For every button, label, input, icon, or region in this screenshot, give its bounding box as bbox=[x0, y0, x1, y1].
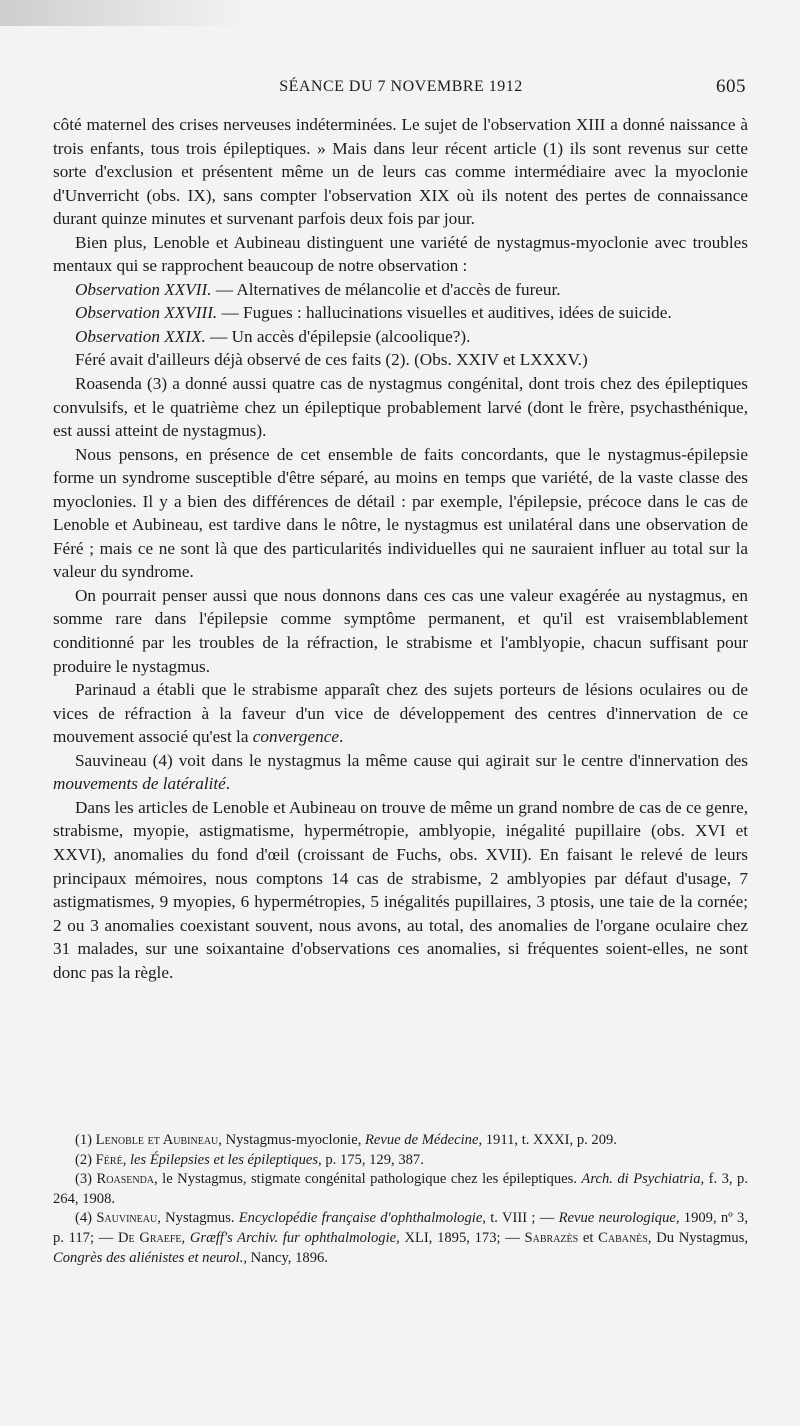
observation-label: Observation XXVIII. bbox=[75, 303, 218, 323]
paragraph: On pourrait penser aussi que nous donnons dans ces cas une valeur exagérée au nystagmus, en somme rare dans l'épilepsie comme symptôme permanent, et qu'il est vraisemblablement conditionné par les troubles de la réfraction, le strabisme et l'amblyopie, chacun suffisant pour produire le nystagmus. bbox=[53, 585, 748, 676]
running-header bbox=[56, 74, 746, 104]
observation-label: Observation XXVII. bbox=[75, 279, 212, 299]
body-text bbox=[53, 113, 748, 984]
paragraph: Féré avait d'ailleurs déjà observé de ces faits (2). (Obs. XXIV et LXXXV.) bbox=[75, 350, 588, 370]
page-number: 605 bbox=[716, 76, 746, 97]
observation-label: Observation XXIX. bbox=[75, 326, 206, 346]
paragraph: Dans les articles de Lenoble et Aubineau on trouve de même un grand nombre de cas de ce genre, strabisme, myopie, astigmatisme, hypermétropie, amblyopie, inégalité pupillaire (obs. XVI et XXVI), anomalies du fond d'œil (croissant de Fuchs, obs. XVII). En faisant le relevé de leurs principaux mémoires, nous comptons 14 cas de strabisme, 2 amblyopies par défaut d'usage, 7 astigmatismes, 9 myopies, 6 hypermétropies, 5 inégalités pupillaires, 3 ptosis, une taie de la cornée; 2 ou 3 anomalies coexistant souvent, nous avons, au total, des anomalies de l'organe oculaire chez 31 malades, sur une soixantaine d'observations ces anomalies, si fréquentes soient-elles, ne sont donc pas la règle. bbox=[53, 797, 748, 982]
footnotes bbox=[53, 1131, 748, 1268]
paragraph: Nous pensons, en présence de cet ensemble de faits concordants, que le nystagmus-épilepsie forme un syndrome susceptible d'être séparé, au moins en temps que variété, de la vaste classe des myoclonies. Il y a bien des différences de détail : par exemple, l'épilepsie, précoce dans le cas de Lenoble et Aubineau, est tardive dans le nôtre, le nystagmus est unilatéral dans une observation de Féré ; mais ce ne sont là que des particularités individuelles qui ne sauraient influer au total sur la valeur du syndrome. bbox=[53, 444, 748, 582]
footnote-2: (2) Féré, les Épilepsies et les épileptiques, p. 175, 129, 387. bbox=[75, 1151, 424, 1168]
paragraph: Sauvineau (4) voit dans le nystagmus la même cause qui agirait sur le centre d'innervation des mouvements de latéralité. bbox=[53, 750, 748, 794]
footnote-1: (1) Lenoble et Aubineau, Nystagmus-myoclonie, Revue de Médecine, 1911, t. XXXI, p. 209. bbox=[75, 1132, 617, 1148]
paragraph: Roasenda (3) a donné aussi quatre cas de nystagmus congénital, dont trois chez des épileptiques convulsifs, et le quatrième chez un épileptique probablement larvé (dont le frère, psychasthénique, est aussi atteint de nystagmus). bbox=[53, 374, 748, 441]
observation-item: Observation XXVIII. — Fugues : hallucinations visuelles et auditives, idées de suicide. bbox=[75, 303, 672, 323]
footnote-3: (3) Roasenda, le Nystagmus, stigmate congénital pathologique chez les épileptiques. Arch. di Psychiatria, f. 3, p. 264, 1908. bbox=[53, 1171, 748, 1207]
observation-item: Observation XXIX. — Un accès d'épilepsie (alcoolique?). bbox=[75, 326, 471, 346]
observation-item: Observation XXVII. — Alternatives de mélancolie et d'accès de fureur. bbox=[75, 279, 561, 299]
paragraph: Parinaud a établi que le strabisme apparaît chez des sujets porteurs de lésions oculaires ou de vices de réfraction à la faveur d'un vice de développement des centres d'innervation de ce mouvement associé qu'est la convergence. bbox=[53, 680, 748, 747]
footnote-4: (4) Sauvineau, Nystagmus. Encyclopédie française d'ophthalmologie, t. VIII ; — Revue neurologique, 1909, nº 3, p. 117; — De Graefe, Græff's Archiv. fur ophthalmologie, XLI, 1895, 173; — Sabrazès et Cabanès, Du Nystagmus, Congrès des aliénistes et neurol., Nancy, 1896. bbox=[53, 1210, 749, 1266]
emphasis: mouvements de latéralité bbox=[53, 774, 226, 794]
scan-smudge bbox=[0, 0, 240, 26]
emphasis: convergence bbox=[252, 727, 339, 747]
header-title: SÉANCE DU 7 NOVEMBRE 1912 bbox=[279, 78, 523, 95]
paragraph: côté maternel des crises nerveuses indéterminées. Le sujet de l'observation XIII a donné naissance à trois enfants, tous trois épileptiques. » Mais dans leur récent article (1) ils sont revenus sur cette sorte d'exclusion et présentent même un de leurs cas comme intermédiaire avec la myoclonie d'Unverricht (obs. IX), sans compter l'observation XIX où ils notent des pertes de connaissance durant quinze minutes et survenant parfois deux fois par jour. bbox=[53, 115, 748, 229]
paragraph: Bien plus, Lenoble et Aubineau distinguent une variété de nystagmus-myoclonie avec troubles mentaux qui se rapprochent beaucoup de notre observation : bbox=[53, 232, 748, 276]
